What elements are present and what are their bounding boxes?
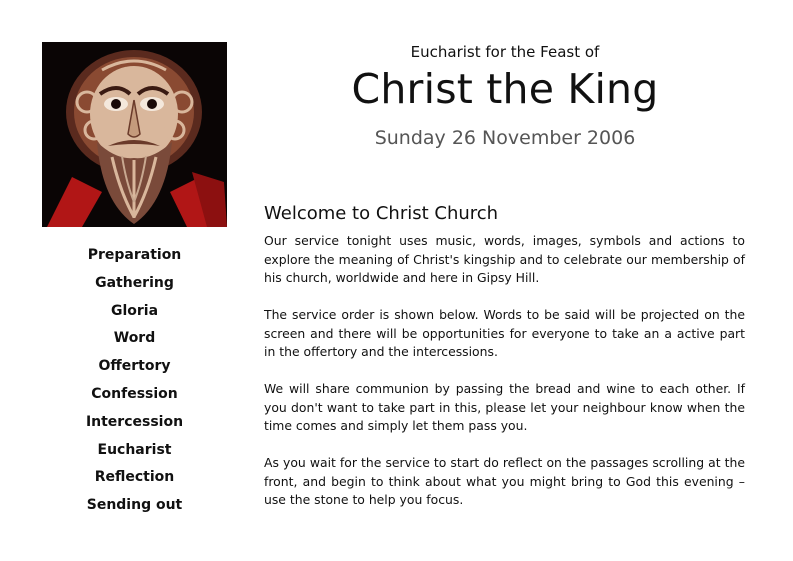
pre-title: Eucharist for the Feast of — [410, 43, 600, 61]
nav-item-word[interactable]: Word — [113, 330, 156, 347]
nav-item-gathering[interactable]: Gathering — [95, 274, 174, 291]
nav-item-confession[interactable]: Confession — [91, 385, 178, 402]
welcome-section — [264, 203, 745, 528]
welcome-paragraph: As you wait for the service to start do reflect on the passages scrolling at the front, and begin to think about what you might bring to God this evening – use the stone to help you focus. — [264, 455, 745, 507]
welcome-paragraph: Our service tonight uses music, words, images, symbols and actions to explore the meaning of Christ's kingship and to celebrate our membership of his church, worldwide and here in Gipsy Hill. — [264, 233, 745, 285]
nav-item-eucharist[interactable]: Eucharist — [97, 441, 172, 458]
christ-face-icon — [42, 42, 227, 227]
nav-item-gloria[interactable]: Gloria — [110, 302, 159, 319]
nav-item-intercession[interactable]: Intercession — [85, 413, 184, 430]
nav-item-sending-out[interactable]: Sending out — [86, 497, 183, 514]
nav-item-reflection[interactable]: Reflection — [94, 469, 175, 486]
header — [300, 40, 710, 149]
welcome-paragraph: We will share communion by passing the bread and wine to each other. If you don't want to take part in this, please let your neighbour know when the time comes and simply let them pass you. — [264, 381, 745, 433]
service-date: Sunday 26 November 2006 — [374, 127, 636, 149]
welcome-heading: Welcome to Christ Church — [264, 203, 499, 224]
welcome-paragraph: The service order is shown below. Words to be said will be projected on the screen and there will be opportunities for everyone to take an a active part in the offertory and the intercessions. — [264, 307, 745, 359]
christ-icon-image — [42, 42, 227, 227]
nav-item-offertory[interactable]: Offertory — [98, 358, 171, 375]
page-title: Christ the King — [351, 65, 659, 113]
service-order-nav — [42, 242, 227, 520]
nav-item-preparation[interactable]: Preparation — [87, 247, 182, 263]
